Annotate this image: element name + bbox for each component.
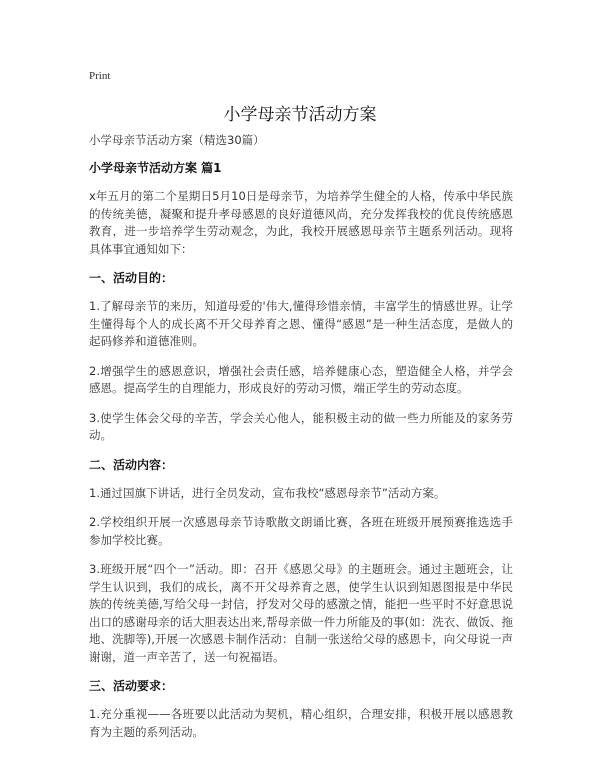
print-label: Print [89,70,111,82]
requirements-paragraph-1: 1.充分重视——各班要以此活动为契机，精心组织，合理安排，积极开展以感恩教育为主题的系列活动。 [89,707,513,739]
content-paragraph-3: 3.班级开展“四个一”活动。即：召开《感恩父母》的主题班会。通过主题班会，让学生认识到，我们的成长，离不开父母养育之恩，使学生认识到知恩图报是中华民族的传统美德,写给父母一封信，抒发对父母的感激之情，能把一些平时不好意思说出口的感谢母亲的话大胆表达出来,帮母亲做一件力所能及的事(如：洗衣、做饭、拖地、洗脚等),开展一次感恩卡制作活动：自制一张送给父母的感恩卡，向父母说一声谢谢，道一声辛苦了，送一句祝福语。 [89,562,513,664]
article-title: 小学母亲节活动方案 篇1 [89,161,222,175]
document-subtitle: 小学母亲节活动方案（精选30篇） [89,133,265,147]
section-heading-goals: 一、活动目的： [89,271,174,285]
goals-paragraph-2: 2.增强学生的感恩意识，增强社会责任感，培养健康心态，塑造健全人格，并学会感恩。提高学生的自理能力，形成良好的劳动习惯，端正学生的劳动态度。 [89,363,513,395]
document-body [89,132,513,753]
page-title: 小学母亲节活动方案 [223,105,377,125]
intro-paragraph: x年五月的第二个星期日5月10日是母亲节，为培养学生健全的人格，传承中华民族的传统美德，凝聚和提升孝母感恩的良好道德风尚，充分发挥我校的优良传统感恩教育，进一步培养学生劳动观念，为此，我校开展感恩母亲节主题系列活动。现将具体事宜通知如下： [89,189,513,256]
content-paragraph-1: 1.通过国旗下讲话，进行全员发动，宣布我校“感恩母亲节”活动方案。 [89,485,446,500]
goals-paragraph-1: 1.了解母亲节的来历，知道母爱的'伟大,懂得珍惜亲情，丰富学生的情感世界。让学生懂得每个人的成长离不开父母养育之恩、懂得“感恩”是一种生活态度，是做人的起码修养和道德准则。 [89,299,513,348]
section-heading-requirements: 三、活动要求： [89,679,174,693]
section-heading-content: 二、活动内容： [89,457,174,472]
content-paragraph-2: 2.学校组织开展一次感恩母亲节诗歌散文朗诵比赛，各班在班级开展预赛推选选手参加学校比赛。 [89,515,513,547]
goals-paragraph-3: 3.使学生体会父母的辛苦，学会关心他人，能积极主动的做一些力所能及的家务劳动。 [89,410,513,442]
